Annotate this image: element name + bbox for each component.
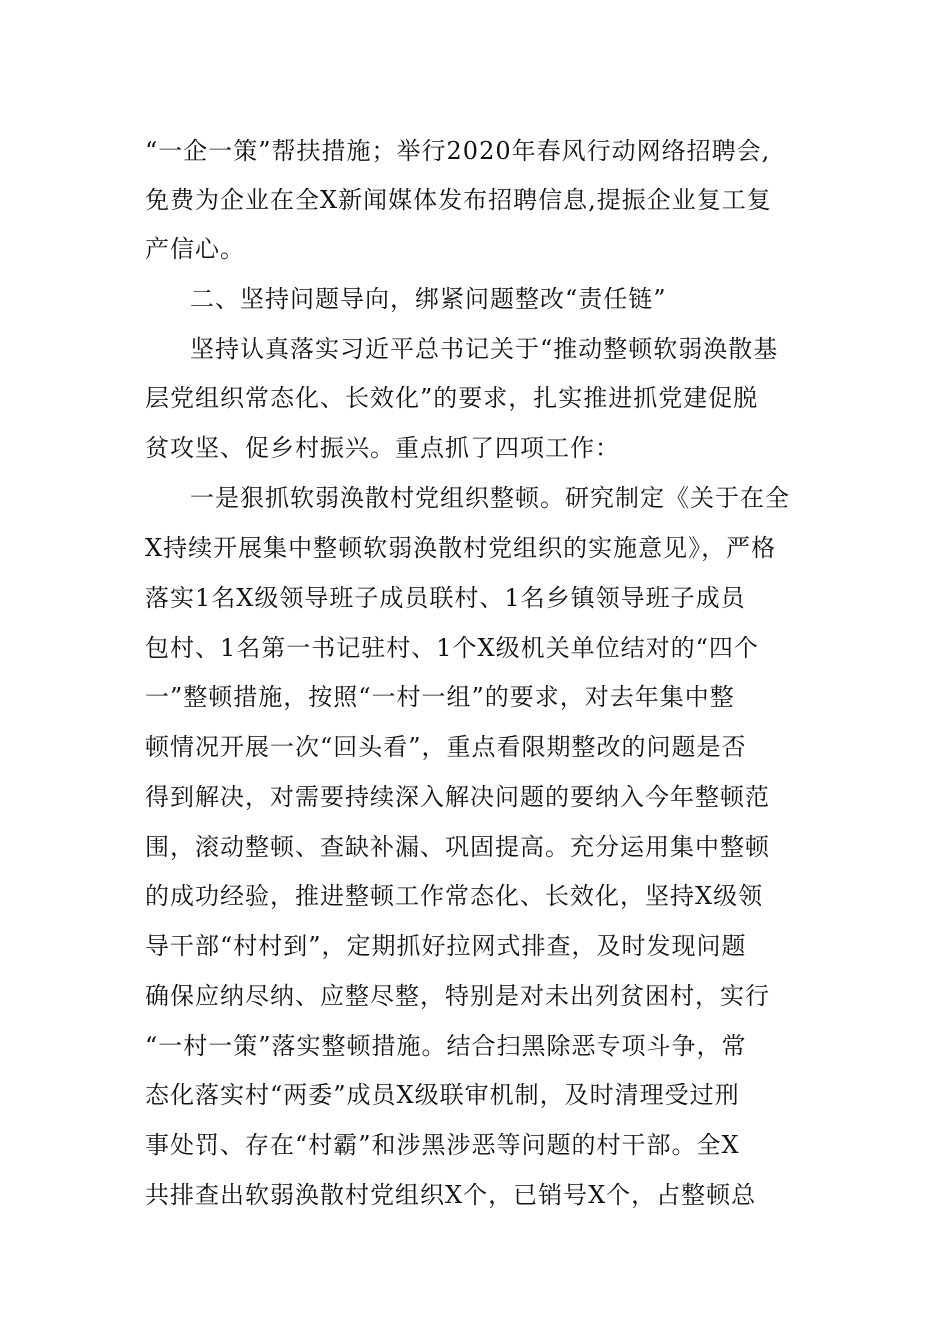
text-line: 贫攻坚、促乡村振兴。重点抓了四项工作： [145, 434, 620, 462]
text-line: X持续开展集中整顿软弱涣散村党组织的实施意见》，严格 [145, 534, 777, 562]
text-line: 坚持认真落实习近平总书记关于“推动整顿软弱涣散基 [190, 335, 779, 363]
text-line: 共排查出软弱涣散村党组织X个，已销号X个，占整顿总 [145, 1181, 757, 1209]
text-line: 得到解决，对需要持续深入解决问题的要纳入今年整顿范 [145, 783, 770, 811]
text-line: 导干部“村村到”，定期抓好拉网式排查，及时发现问题 [145, 932, 747, 960]
text-line: 层党组织常态化、长效化”的要求，扎实推进抓党建促脱 [145, 384, 759, 412]
text-line: 的成功经验，推进整顿工作常态化、长效化，坚持X级领 [145, 882, 764, 910]
text-line: 一是狠抓软弱涣散村党组织整顿。研究制定《关于在全 [190, 484, 790, 512]
text-line: “一村一策”落实整顿措施。结合扫黑除恶专项斗争，常 [145, 1032, 747, 1060]
text-line: 态化落实村“两委”成员X级联审机制，及时清理受过刑 [145, 1081, 740, 1109]
text-line: 一”整顿措施，按照“一村一组”的要求，对去年集中整 [145, 683, 735, 711]
text-line: 包村、1名第一书记驻村、1个X级机关单位结对的“四个 [145, 634, 759, 662]
text-line: 围，滚动整顿、查缺补漏、巩固提高。充分运用集中整顿 [145, 833, 770, 861]
section-heading: 二、坚持问题导向，绑紧问题整改“责任链” [190, 285, 667, 313]
text-line: “一企一策”帮扶措施；举行2020年春风行动网络招聘会, [145, 137, 771, 165]
text-line: 事处罚、存在“村霸”和涉黑涉恶等问题的村干部。全X [145, 1131, 740, 1159]
text-line: 免费为企业在全X新闻媒体发布招聘信息,提振企业复工复 [145, 186, 772, 214]
text-line: 顿情况开展一次“回头看”，重点看限期整改的问题是否 [145, 733, 747, 761]
text-line: 落实1名X级领导班子成员联村、1名乡镇领导班子成员 [145, 584, 746, 612]
text-line: 产信心。 [145, 235, 245, 263]
text-line: 确保应纳尽纳、应整尽整，特别是对未出列贫困村，实行 [145, 982, 770, 1010]
